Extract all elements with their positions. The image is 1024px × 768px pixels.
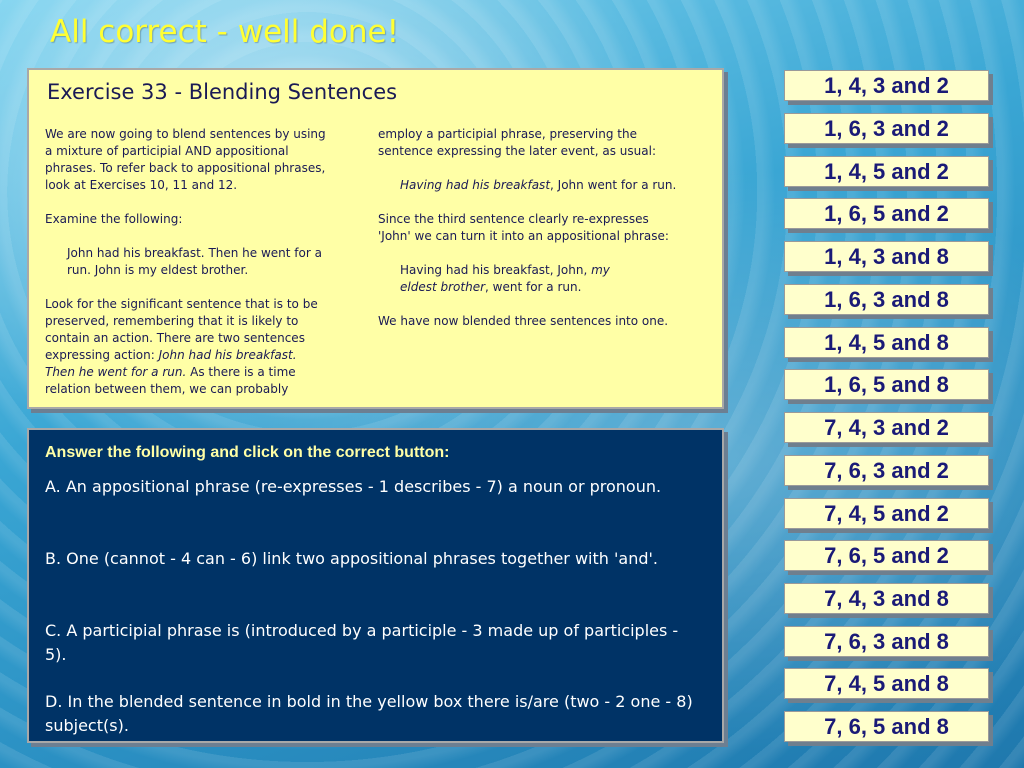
exercise-text-line: expressing action: John had his breakfast.	[45, 348, 297, 362]
blended-sentence-line: eldest brother, went for a run.	[400, 280, 582, 294]
answer-button-7-6-3-8[interactable]: 7, 6, 3 and 8	[784, 626, 989, 657]
answer-button-7-4-5-2[interactable]: 7, 4, 5 and 2	[784, 498, 989, 529]
quiz-question-b: B. One (cannot - 4 can - 6) link two appositional phrases together with 'and'.	[45, 549, 658, 568]
quiz-question-d: D. In the blended sentence in bold in the yellow box there is/are (two - 2 one - 8) subject(s).	[45, 692, 693, 735]
exercise-text-line: 'John' we can turn it into an appositional phrase:	[378, 229, 669, 243]
answer-button-7-6-5-8[interactable]: 7, 6, 5 and 8	[784, 711, 989, 742]
answer-button-7-4-3-2[interactable]: 7, 4, 3 and 2	[784, 412, 989, 443]
answer-button-7-4-3-8[interactable]: 7, 4, 3 and 8	[784, 583, 989, 614]
blended-sentence-line: Having had his breakfast, John went for a run.	[400, 178, 677, 192]
exercise-text-line: employ a participial phrase, preserving the	[378, 127, 637, 141]
exercise-text-line: look at Exercises 10, 11 and 12.	[45, 178, 238, 192]
exercise-text-line: Look for the significant sentence that is to be	[45, 297, 318, 311]
exercise-text-line: We have now blended three sentences into one.	[378, 314, 669, 328]
exercise-text-line: Since the third sentence clearly re-expresses	[378, 212, 649, 226]
italic-sentence: Then he went for a run.	[45, 365, 187, 379]
exercise-text-line: relation between them, we can probably	[45, 382, 289, 396]
exercise-title: Exercise 33 - Blending Sentences	[47, 80, 398, 104]
exercise-left-column	[45, 126, 365, 398]
example-sentence-line: run. John is my eldest brother.	[67, 263, 249, 277]
exercise-text-line: Then he went for a run. As there is a time	[45, 365, 296, 379]
italic-sentence: John had his breakfast.	[158, 348, 297, 362]
quiz-question-c: C. A participial phrase is (introduced by a participle - 3 made up of participles - 5).	[45, 621, 679, 664]
answer-button-7-6-5-2[interactable]: 7, 6, 5 and 2	[784, 540, 989, 571]
answer-button-1-4-5-8[interactable]: 1, 4, 5 and 8	[784, 327, 989, 358]
answer-button-1-4-3-2[interactable]: 1, 4, 3 and 2	[784, 70, 989, 101]
exercise-text-line: a mixture of participial AND appositional	[45, 144, 289, 158]
answer-button-1-4-5-2[interactable]: 1, 4, 5 and 2	[784, 156, 989, 187]
exercise-text-line: preserved, remembering that it is likely to	[45, 314, 299, 328]
page-title: All correct - well done!	[50, 14, 400, 50]
exercise-panel	[27, 68, 724, 409]
exercise-text-line: Examine the following:	[45, 212, 183, 226]
answer-button-1-6-5-2[interactable]: 1, 6, 5 and 2	[784, 198, 989, 229]
answer-button-7-4-5-8[interactable]: 7, 4, 5 and 8	[784, 668, 989, 699]
exercise-text-line: sentence expressing the later event, as usual:	[378, 144, 656, 158]
answer-button-1-6-5-8[interactable]: 1, 6, 5 and 8	[784, 369, 989, 400]
answer-button-7-6-3-2[interactable]: 7, 6, 3 and 2	[784, 455, 989, 486]
quiz-question-a: A. An appositional phrase (re-expresses - 1 describes - 7) a noun or pronoun.	[45, 477, 662, 496]
quiz-heading: Answer the following and click on the correct button:	[45, 444, 450, 461]
exercise-right-column	[378, 126, 713, 330]
exercise-text-line: phrases. To refer back to appositional phrases,	[45, 161, 326, 175]
exercise-text-line: contain an action. There are two sentences	[45, 331, 305, 345]
answer-button-1-4-3-8[interactable]: 1, 4, 3 and 8	[784, 241, 989, 272]
example-sentence-line: John had his breakfast. Then he went for a	[67, 246, 322, 260]
answer-button-1-6-3-2[interactable]: 1, 6, 3 and 2	[784, 113, 989, 144]
exercise-text-line: We are now going to blend sentences by using	[45, 127, 326, 141]
answer-button-1-6-3-8[interactable]: 1, 6, 3 and 8	[784, 284, 989, 315]
quiz-panel	[27, 428, 724, 743]
blended-sentence-line: Having had his breakfast, John, my	[400, 263, 610, 277]
